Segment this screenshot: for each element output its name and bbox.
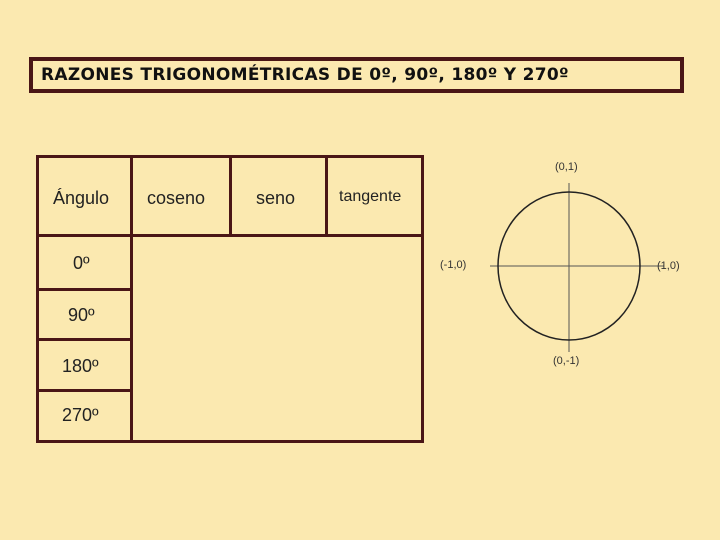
table-left-border bbox=[36, 155, 39, 443]
row-angle-90: 90º bbox=[68, 305, 95, 325]
header-tangente: tangente bbox=[339, 188, 402, 205]
coord-right: (1,0) bbox=[657, 260, 680, 272]
table-bottom-border bbox=[36, 440, 424, 443]
row-divider-2 bbox=[36, 338, 133, 341]
row-divider-3 bbox=[36, 389, 133, 392]
page-title: RAZONES TRIGONOMÉTRICAS DE 0º, 90º, 180º Y 270º bbox=[41, 65, 569, 85]
row-divider-1 bbox=[36, 288, 133, 291]
row-angle-0: 0º bbox=[73, 253, 90, 273]
header-divider bbox=[36, 234, 424, 237]
header-coseno: coseno bbox=[147, 188, 206, 208]
column-divider-3 bbox=[325, 155, 328, 235]
unit-circle-diagram bbox=[460, 180, 680, 360]
coord-left: (-1,0) bbox=[440, 259, 467, 271]
title-box bbox=[29, 57, 684, 93]
row-angle-270: 270º bbox=[62, 405, 99, 425]
column-divider-1 bbox=[130, 155, 133, 443]
coord-top: (0,1) bbox=[555, 161, 578, 173]
column-divider-2 bbox=[229, 155, 232, 235]
header-seno: seno bbox=[256, 188, 296, 208]
table-right-border bbox=[421, 155, 424, 443]
coord-bottom: (0,-1) bbox=[553, 355, 580, 367]
header-angulo: Ángulo bbox=[53, 188, 110, 208]
row-angle-180: 180º bbox=[62, 356, 99, 376]
